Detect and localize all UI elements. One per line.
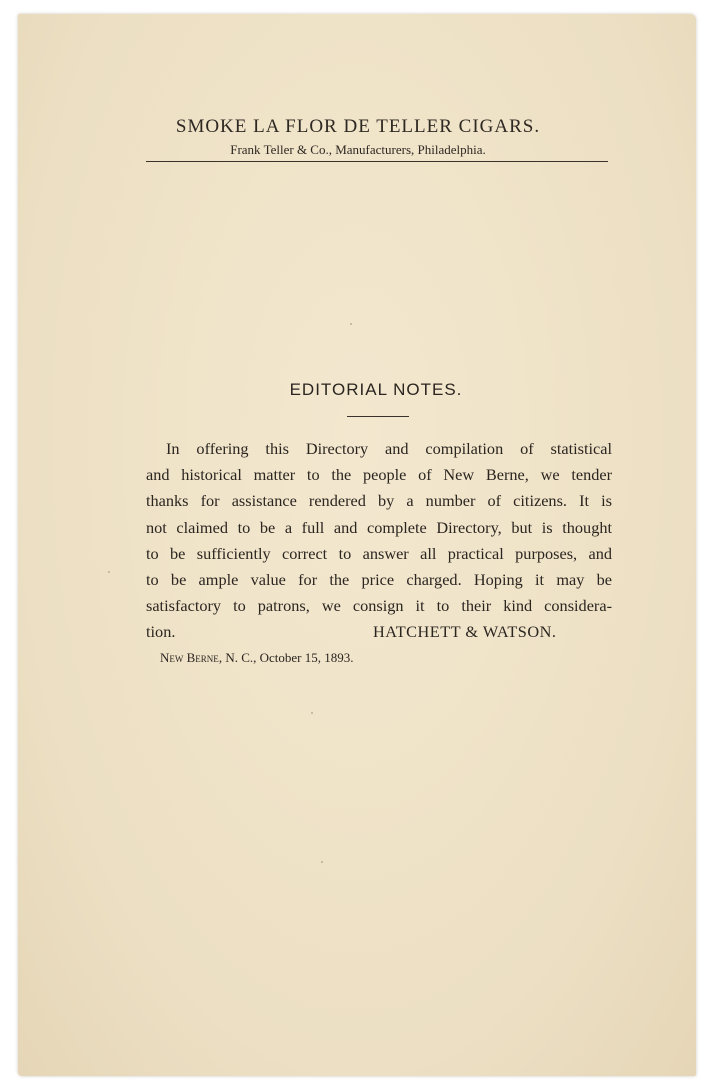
paragraph-last-line xyxy=(146,619,612,645)
signature: HATCHETT & WATSON. xyxy=(373,622,557,642)
paper-speck xyxy=(311,712,313,714)
paragraph-line: satisfactory to patrons, we consign it to their kind considera- xyxy=(146,596,612,616)
paragraph-line-end: tion. xyxy=(146,622,176,642)
editorial-paragraph xyxy=(146,436,612,646)
paragraph-line: to be ample value for the price charged. Hoping it may be xyxy=(146,570,612,590)
paper-speck xyxy=(350,323,352,325)
dateline-date: , N. C., October 15, 1893. xyxy=(218,650,354,665)
header-divider xyxy=(146,161,608,162)
paragraph-line: and historical matter to the people of New Berne, we tender xyxy=(146,465,612,485)
dateline-place: New Berne xyxy=(160,650,219,665)
advertisement-subtitle: Frank Teller & Co., Manufacturers, Philadelphia. xyxy=(230,142,486,157)
paragraph-line: not claimed to be a full and complete Directory, but is thought xyxy=(146,517,612,537)
paragraph-line: In offering this Directory and compilation of statistical xyxy=(166,439,612,458)
section-heading: EDITORIAL NOTES. xyxy=(289,380,463,399)
paper-speck xyxy=(321,861,323,863)
dateline xyxy=(160,650,354,666)
paragraph-line: thanks for assistance rendered by a number of citizens. It is xyxy=(146,491,612,511)
paper-speck xyxy=(108,571,110,573)
heading-divider xyxy=(347,416,409,417)
advertisement-title: SMOKE LA FLOR DE TELLER CIGARS. xyxy=(175,116,541,137)
paragraph-line: to be sufficiently correct to answer all practical purposes, and xyxy=(146,543,612,563)
